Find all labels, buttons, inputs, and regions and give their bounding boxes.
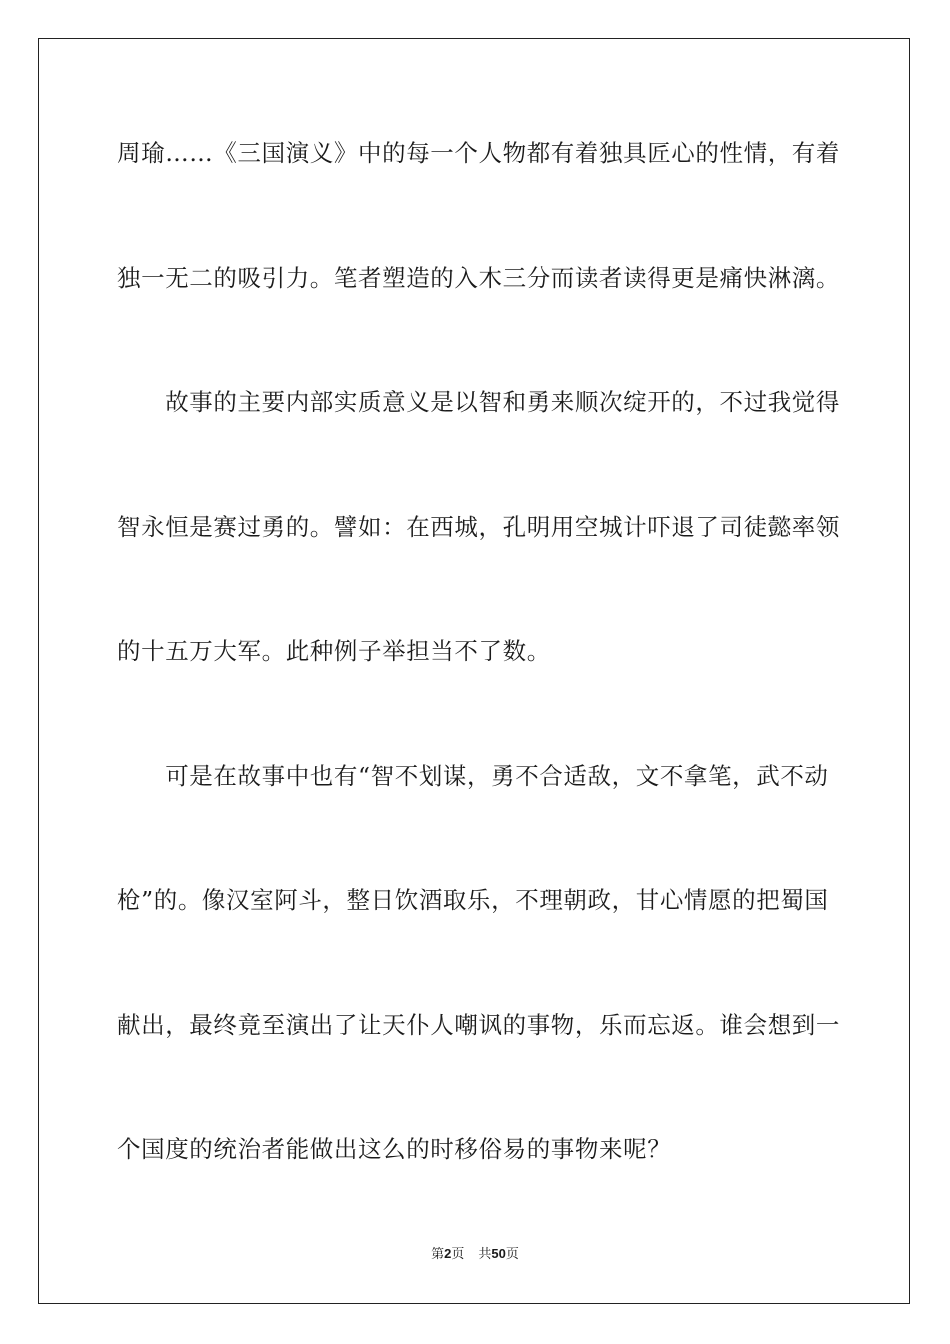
page-number: 2 <box>444 1246 452 1261</box>
body-text-line-8: 献出，最终竟至演出了让天仆人嘲讽的事物，乐而忘返。谁会想到一 <box>117 1011 840 1039</box>
total-suffix: 页 <box>505 1247 519 1262</box>
total-pages: 50 <box>491 1246 506 1261</box>
body-text-line-4: 智永恒是赛过勇的。譬如：在西城，孔明用空城计吓退了司徒懿率领 <box>117 513 840 541</box>
body-text-line-3: 故事的主要内部实质意义是以智和勇来顺次绽开的，不过我觉得 <box>117 388 840 416</box>
body-text-line-5: 的十五万大军。此种例子举担当不了数。 <box>117 637 551 665</box>
page-suffix: 页 <box>451 1247 465 1262</box>
total-prefix: 共 <box>478 1247 492 1262</box>
body-text-line-6: 可是在故事中也有“智不划谋，勇不合适敌，文不拿笔，武不动 <box>117 762 829 790</box>
page-prefix: 第 <box>431 1247 445 1262</box>
body-text-line-9: 个国度的统治者能做出这么的时移俗易的事物来呢？ <box>117 1135 672 1163</box>
body-text-line-2: 独一无二的吸引力。笔者塑造的入木三分而读者读得更是痛快淋漓。 <box>117 264 840 292</box>
page-footer <box>0 1246 950 1263</box>
body-text-line-7: 枪”的。像汉室阿斗，整日饮酒取乐，不理朝政，甘心情愿的把蜀国 <box>117 886 829 914</box>
page-border <box>38 38 910 1304</box>
body-text-line-1: 周瑜……《三国演义》中的每一个人物都有着独具匠心的性情，有着 <box>117 139 840 167</box>
